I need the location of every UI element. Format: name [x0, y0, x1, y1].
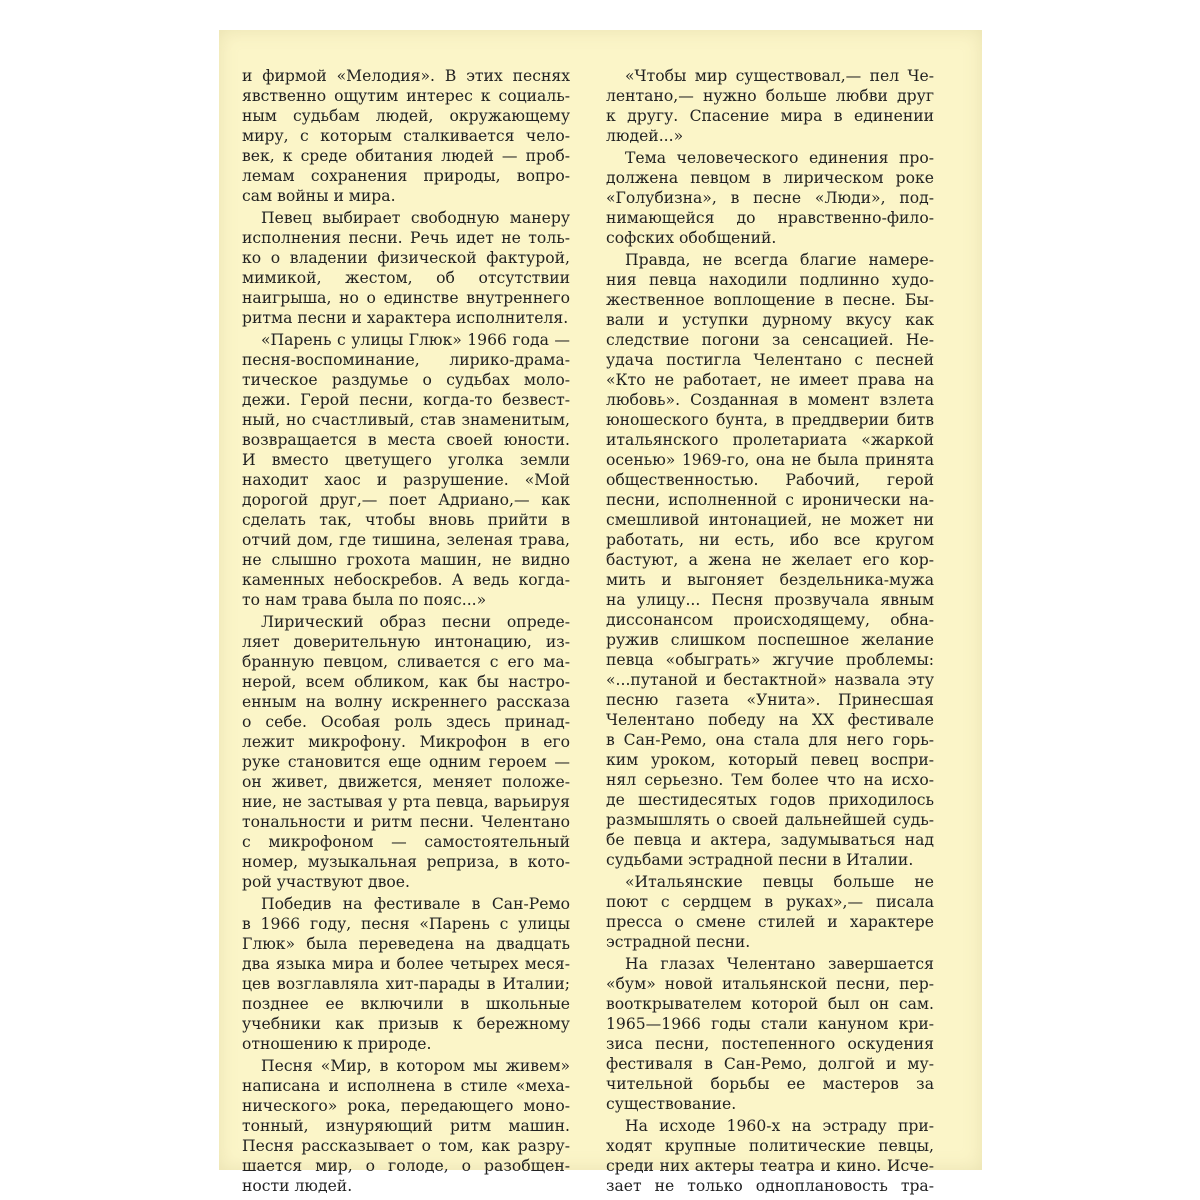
text-line: тическое раздумье о судьбах моло- [242, 371, 570, 389]
text-line: следствие погони за сенсацией. Не- [606, 331, 934, 349]
text-line: нял серьезно. Тем более что на исхо- [606, 771, 934, 789]
text-line: в 1966 году, песня «Парень с улицы [242, 915, 570, 933]
text-line: Победив на фестивале в Сан-Ремо [261, 895, 570, 913]
text-line: Тема человеческого единения про- [625, 149, 934, 167]
text-line: На глазах Челентано завершается [625, 955, 934, 973]
text-line: «Парень с улицы Глюк» 1966 года — [261, 331, 570, 349]
text-line: лежит микрофону. Микрофон в его [242, 733, 570, 751]
text-line: юношеского бунта, в преддверии битв [606, 411, 934, 429]
text-line: Челентано победу на XX фестивале [606, 711, 934, 729]
text-line: век, к среде обитания людей — проб- [242, 147, 570, 165]
text-line: чительной борьбы ее мастеров за [606, 1075, 934, 1093]
text-line: Песня «Мир, в котором мы живем» [261, 1057, 570, 1075]
text-line: осенью» 1969-го, она не была принята [606, 451, 934, 469]
text-line: «...путаной и бестактной» назвала эту [606, 671, 934, 689]
text-line: жественное воплощение в песне. Бы- [606, 291, 934, 309]
text-line: он живет, движется, меняет положе- [242, 773, 570, 791]
text-line: эстрадной песни. [606, 933, 751, 951]
text-line: мить и выгоняет бездельника-мужа [606, 571, 934, 589]
text-line: 1965—1966 годы стали кануном кри- [606, 1015, 934, 1033]
text-line: «бум» новой итальянской песни, пер- [606, 975, 934, 993]
text-line: ния певца находили подлинно худо- [606, 271, 934, 289]
text-line: Правда, не всегда благие намере- [625, 251, 934, 269]
text-line: номер, музыкальная реприза, в кото- [242, 853, 570, 871]
text-line: Глюк» была переведена на двадцать [242, 935, 570, 953]
text-line: нимающейся до нравственно-фило- [606, 209, 934, 227]
text-line: диссонансом происходящему, обна- [606, 611, 934, 629]
text-line: ружив слишком поспешное желание [606, 631, 934, 649]
text-line: позднее ее включили в школьные [242, 995, 570, 1013]
text-line: дежи. Герой песни, когда-то безвест- [242, 391, 570, 409]
text-line: то нам трава была по пояс...» [242, 591, 487, 609]
text-line: вали и уступки дурному вкусу как [606, 311, 934, 329]
text-line: песни, исполненной с иронически на- [606, 491, 934, 509]
text-line: написана и исполнена в стиле «меха- [242, 1077, 570, 1095]
text-line: бастуют, а жена не желает его кор- [606, 551, 934, 569]
text-line: существование. [606, 1095, 737, 1113]
text-line: удача постигла Челентано с песней [606, 351, 934, 369]
book-page [219, 30, 982, 1195]
text-line: песню газета «Унита». Принесшая [606, 691, 934, 709]
text-line: людей...» [606, 127, 684, 145]
text-line: ким уроком, который певец воспри- [606, 751, 934, 769]
text-line: тонный, изнуряющий ритм машин. [242, 1117, 570, 1135]
text-line: исполнения песни. Речь идет не толь- [242, 229, 570, 247]
text-line: находит хаос и разрушение. «Мой [242, 471, 570, 489]
text-line: и фирмой «Мелодия». В этих песнях [242, 67, 570, 85]
text-line: любовь». Созданная в момент взлета [606, 391, 934, 409]
text-line: нического» рока, передающего моно- [242, 1097, 570, 1115]
text-line: вооткрывателем которой был он сам. [606, 995, 934, 1013]
text-line: «Итальянские певцы больше не [625, 873, 934, 891]
text-line: наигрыша, но о единстве внутреннего [242, 289, 570, 307]
text-line: пресса о смене стилей и характере [606, 913, 934, 931]
text-line: явственно ощутим интерес к социаль- [242, 87, 570, 105]
text-line: итальянского пролетариата «жаркой [606, 431, 934, 449]
text-line: лемам сохранения природы, вопро- [242, 167, 570, 185]
right-text-column [606, 66, 934, 1196]
text-line: «Голубизна», в песне «Люди», под- [606, 189, 934, 207]
text-line: бе певца и актера, задумываться над [606, 831, 934, 849]
text-line: фестиваля в Сан-Ремо, долгой и му- [606, 1055, 934, 1073]
text-line: возвращается в места своей юности. [242, 431, 570, 449]
text-line: лентано,— нужно больше любви друг [606, 87, 934, 105]
text-line: учебники как призыв к бережному [242, 1015, 570, 1033]
text-line: ходят крупные политические певцы, [606, 1137, 934, 1155]
text-line: ляет доверительную интонацию, из- [242, 633, 570, 651]
text-line: На исходе 1960-х на эстраду при- [625, 1117, 934, 1135]
text-line: к другу. Спасение мира в единении [606, 107, 934, 125]
text-line: де шестидесятых годов приходилось [606, 791, 934, 809]
text-line: Певец выбирает свободную манеру [261, 209, 570, 227]
text-line: И вместо цветущего уголка земли [242, 451, 570, 469]
text-line: цев возглавляла хит-парады в Италии; [242, 975, 570, 993]
text-line: ко о владении физической фактурой, [242, 249, 570, 267]
text-line: о себе. Особая роль здесь принад- [242, 713, 570, 731]
text-line: отчий дом, где тишина, зеленая трава, [242, 531, 570, 549]
text-line: тональности и ритм песни. Челентано [242, 813, 570, 831]
text-line: должена певцом в лирическом роке [606, 169, 934, 187]
text-line: нерой, всем обликом, как бы настро- [242, 673, 570, 691]
text-line: поют с сердцем в руках»,— писала [606, 893, 934, 911]
text-line: среди них актеры театра и кино. Исче- [606, 1157, 934, 1175]
text-line: песня-воспоминание, лирико-драма- [242, 351, 570, 369]
text-line: бранную певцом, сливается с его ма- [242, 653, 570, 671]
text-line: дорогой друг,— поет Адриано,— как [242, 491, 570, 509]
text-line: ние, не застывая у рта певца, варьируя [242, 793, 570, 811]
text-line: енным на волну искреннего рассказа [242, 693, 570, 711]
text-line: ным судьбам людей, окружающему [242, 107, 570, 125]
text-line: зиса песни, постепенного оскудения [606, 1035, 934, 1053]
text-line: каменных небоскребов. А ведь когда- [242, 571, 570, 589]
text-line: судьбами эстрадной песни в Италии. [606, 851, 914, 869]
text-line: с микрофоном — самостоятельный [242, 833, 570, 851]
text-line: Лирический образ песни опреде- [261, 613, 570, 631]
text-line: размышлять о своей дальнейшей судь- [606, 811, 934, 829]
text-line: два языка мира и более четырех меся- [242, 955, 570, 973]
text-line: руке становится еще одним героем — [242, 753, 570, 771]
text-line: не слышно грохота машин, не видно [242, 551, 570, 569]
left-text-column [242, 66, 570, 1196]
text-line: ритма песни и характера исполнителя. [242, 309, 569, 327]
text-line: на улицу... Песня прозвучала явным [606, 591, 934, 609]
text-line: зает не только одноплановость тра- [606, 1177, 934, 1195]
text-line: певца «обыграть» жгучие проблемы: [606, 651, 934, 669]
text-line: общественностью. Рабочий, герой [606, 471, 934, 489]
text-line: ности людей. [242, 1177, 353, 1195]
text-line: сделать так, чтобы вновь прийти в [242, 511, 570, 529]
text-line: ный, но счастливый, став знаменитым, [242, 411, 570, 429]
text-line: рой участвуют двое. [242, 873, 410, 891]
text-line: сам войны и мира. [242, 187, 396, 205]
text-line: мимикой, жестом, об отсутствии [242, 269, 570, 287]
text-line: работать, ни есть, ибо все кругом [606, 531, 934, 549]
text-line: отношению к природе. [242, 1035, 432, 1053]
text-line: смешливой интонацией, не может ни [606, 511, 934, 529]
text-line: «Кто не работает, не имеет права на [606, 371, 934, 389]
text-line: Песня рассказывает о том, как разру- [242, 1137, 570, 1155]
text-line: в Сан-Ремо, она стала для него горь- [606, 731, 934, 749]
text-line: «Чтобы мир существовал,— пел Че- [625, 67, 934, 85]
text-line: софских обобщений. [606, 229, 777, 247]
text-line: миру, с которым сталкивается чело- [242, 127, 570, 145]
text-line: шается мир, о голоде, о разобщен- [242, 1157, 570, 1175]
